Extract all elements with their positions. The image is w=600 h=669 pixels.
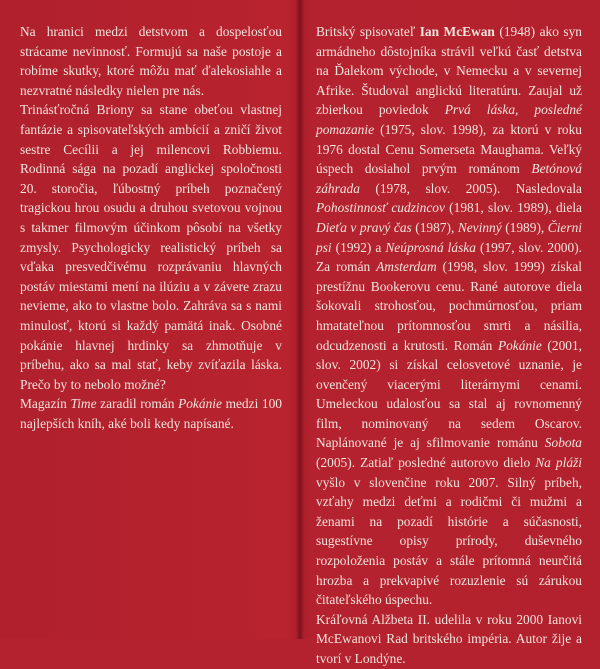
synopsis-paragraph: Trinásťročná Briony sa stane obeťou vlastnej fantázie a spisovateľských ambícií a zničí život sestre Cecílii a jej milencovi Robbiemu. Rodinná sága na pozadí anglickej spoločnosti 20. storočia, ľúbostný príbeh poznačený tragickou hrou osudu a druhou svetovou vojnou s takmer filmovým účinkom pôsobí na všetky zmysly. Psychologicky realistický príbeh sa vďaka presvedčivému rozprávaniu hlavných postáv miestami mení na ilúziu a v závere zrazu nevieme, ako to vlastne bolo. Zahráva sa s nami minulosť, ktorú si každý pamätá inak. Osobné pokánie hlavnej hrdinky sa zhmotňuje v príbehu, ako sa mal stať, keby zvíťazila láska. Prečo by to nebolo možné? — [20, 102, 282, 392]
right-flap-text — [316, 22, 582, 669]
left-flap-text — [20, 22, 282, 433]
accolade-paragraph: Magazín Time zaradil román Pokánie medzi 100 najlepších kníh, aké boli kedy napísané. — [20, 396, 282, 431]
author-bio-paragraph: Britský spisovateľ Ian McEwan (1948) ako syn armádneho dôstojníka strávil veľkú časť detstva na Ďalekom východe, v Nemecku a v severnej Afrike. Študoval anglickú literatúru. Zaujal už zbierkou poviedok Prvá láska, posledné pomazanie (1975, slov. 1998), za ktorú v roku 1976 dostal Cenu Somerseta Maughama. Veľký úspech dosiahol prvým románom Betónová záhrada (1978, slov. 2005). Nasledovala Pohostinnosť cudzincov (1981, slov. 1989), diela Dieťa v pravý čas (1987), Nevinný (1989), Čierni psi (1992) a Neúprosná láska (1997, slov. 2000). Za román Amsterdam (1998, slov. 1999) získal prestížnu Bookerovu cenu. Rané autorove diela šokovali strohosťou, pochmúrnosťou, priam hmatateľnou prítomnosťou smrti a násilia, odcudzenosti a krutosti. Román Pokánie (2001, slov. 2002) si získal celosvetové uznanie, je ovenčený viacerými literárnymi cenami. Umeleckou udalosťou sa stal aj rovnomenný film, nominovaný na sedem Oscarov. Naplánované je aj sfilmovanie románu Sobota (2005). Zatiaľ posledné autorovo dielo Na pláži vyšlo v slovenčine roku 2007. Silný príbeh, vzťahy medzi deťmi a rodičmi či mužmi a ženami na pozadí histórie a súčasnosti, sugestívne opisy prírody, duševného rozpoloženia postáv a stále prítomná neurčitá hrozba a prekvapivé rozuzlenie sú zárukou čitateľského úspechu. — [316, 24, 583, 608]
magazine-title: Time — [70, 396, 97, 412]
novel-title: Pokánie — [178, 396, 222, 412]
author-name: Ian McEwan — [419, 24, 495, 39]
award-paragraph: Kráľovná Alžbeta II. udelila v roku 2000 Ianovi McEwanovi Rad britského impéria. Autor žije a tvorí v Londýne. — [316, 611, 582, 666]
fold-line — [296, 0, 304, 639]
intro-paragraph: Na hranici medzi detstvom a dospelosťou strácame nevinnosť. Formujú sa naše postoje a robíme skutky, ktoré môžu mať ďalekosiahle a nezvratné následky nielen pre nás. — [20, 24, 282, 98]
